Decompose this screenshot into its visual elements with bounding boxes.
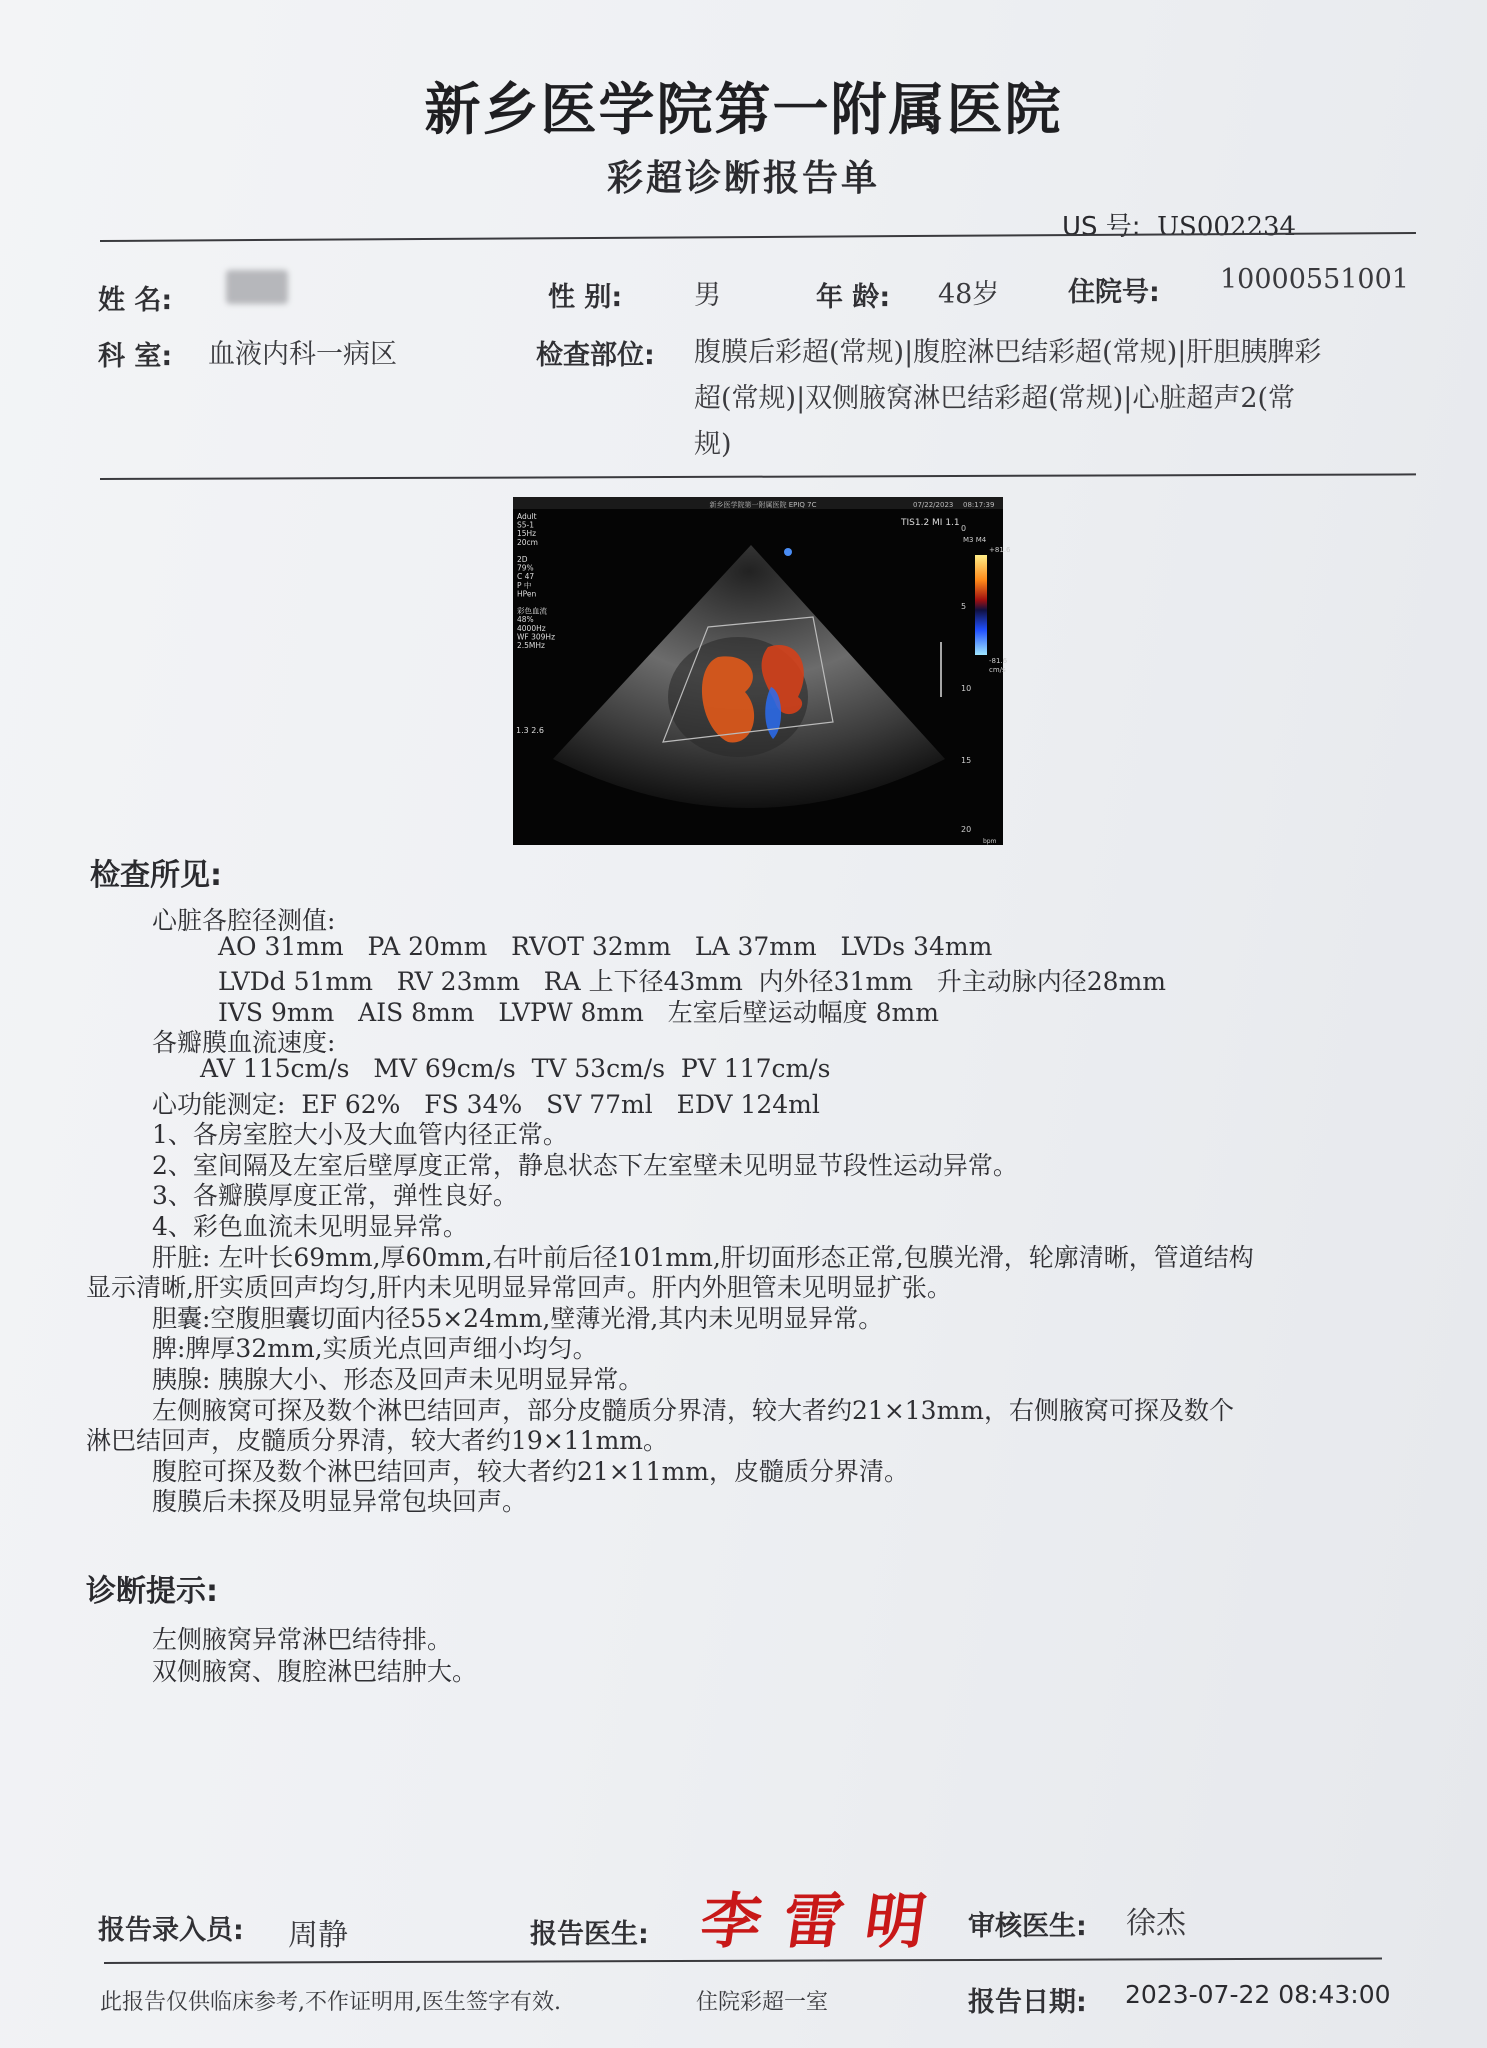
name-label: 姓 名: xyxy=(98,285,173,316)
depth-mark-0: 0 xyxy=(961,524,967,533)
diagnosis-line-2: 双侧腋窝、腹腔淋巴结肿大。 xyxy=(152,1657,478,1686)
scanner-param: C 47 xyxy=(517,572,535,582)
finding-line: 腹腔可探及数个淋巴结回声，较大者约21×11mm，皮髓质分界清。 xyxy=(152,1456,909,1486)
depth-mark-15: 15 xyxy=(961,756,972,765)
finding-line: AV 115cm/s MV 69cm/s TV 53cm/s PV 117cm/s xyxy=(200,1054,831,1083)
finding-line: 1、各房室腔大小及大血管内径正常。 xyxy=(152,1120,568,1150)
finding-line: LVDd 51mm RV 23mm RA 上下径43mm 内外径31mm 升主动脉内径28mm xyxy=(218,967,1166,997)
finding-line: 淋巴结回声，皮髓质分界清，较大者约19×11mm。 xyxy=(86,1426,668,1456)
scale-top-label: +81.6 xyxy=(989,546,1011,554)
us-time: 08:17:39 xyxy=(963,501,995,509)
diagnosis-line-1: 左侧腋窝异常淋巴结待排。 xyxy=(152,1625,453,1654)
exam-line-2: 超(常规)|双侧腋窝淋巴结彩超(常规)|心脏超声2(常 xyxy=(694,383,1296,414)
us-number-value: US002234 xyxy=(1157,212,1297,242)
recorder-label: 报告录入员: xyxy=(98,1915,244,1946)
redacted-name xyxy=(226,270,288,304)
scanner-parameters xyxy=(517,512,555,650)
header-bottom-rule xyxy=(100,473,1416,480)
finding-line: 胰腺: 胰腺大小、形态及回声未见明显异常。 xyxy=(152,1365,644,1394)
us-number-label: US 号: xyxy=(1062,212,1141,242)
us-number xyxy=(1062,206,1296,243)
hospital-name: 新乡医学院第一附属医院 xyxy=(424,78,1063,143)
us-bottom-left: 1.3 2.6 xyxy=(516,726,544,735)
dept-label: 科 室: xyxy=(98,341,173,372)
exam-line-1: 腹膜后彩超(常规)|腹腔淋巴结彩超(常规)|肝胆胰脾彩 xyxy=(694,337,1322,368)
report-title: 彩超诊断报告单 xyxy=(606,158,880,199)
exam-line-3: 规) xyxy=(694,429,732,460)
us-tis: TIS1.2 MI 1.1 xyxy=(901,518,960,528)
scanner-param: 20cm xyxy=(517,537,538,547)
finding-line: 腹膜后未探及明显异常包块回声。 xyxy=(152,1487,528,1517)
scanner-param: S5-1 xyxy=(517,520,535,530)
finding-line: 胆囊:空腹胆囊切面内径55×24mm,壁薄光滑,其内未见明显异常。 xyxy=(152,1303,884,1333)
depth-mark-5: 5 xyxy=(961,602,967,611)
finding-line: 左侧腋窝可探及数个淋巴结回声，部分皮髓质分界清，较大者约21×13mm，右侧腋窝可探及数个 xyxy=(152,1395,1234,1425)
scanner-param: 15Hz xyxy=(517,529,537,539)
finding-line: 2、室间隔及左室后壁厚度正常，静息状态下左室壁未见明显节段性运动异常。 xyxy=(152,1150,1018,1180)
doctor-signature: 李雷明 xyxy=(696,1887,953,1957)
finding-line: IVS 9mm AIS 8mm LVPW 8mm 左室后壁运动幅度 8mm xyxy=(218,997,939,1027)
depth-mark-20: 20 xyxy=(961,825,972,834)
scale-bottom-label: -81.6 xyxy=(989,657,1008,665)
us-bpm: bpm xyxy=(983,838,997,845)
finding-line: 各瓣膜血流速度: xyxy=(152,1028,336,1058)
depth-mark-10: 10 xyxy=(961,684,972,693)
finding-line: 心脏各腔径测值: xyxy=(152,906,336,935)
us-header-text: 新乡医学院第一附属医院 EPIQ 7C xyxy=(709,501,817,509)
disclaimer: 此报告仅供临床参考,不作证明用,医生签字有效. xyxy=(100,1990,561,2015)
recorder-name: 周静 xyxy=(288,1918,348,1953)
doctor-label: 报告医生: xyxy=(530,1919,649,1950)
gender-value: 男 xyxy=(694,280,721,311)
finding-line: AO 31mm PA 20mm RVOT 32mm LA 37mm LVDs 34mm xyxy=(218,931,993,961)
scanner-param: HPen xyxy=(517,589,537,599)
reviewer-name: 徐杰 xyxy=(1126,1906,1186,1941)
finding-line: 3、各瓣膜厚度正常，弹性良好。 xyxy=(152,1181,518,1211)
age-value: 48岁 xyxy=(938,279,1000,310)
admission-label: 住院号: xyxy=(1068,277,1160,308)
scanner-param: 2.5MHz xyxy=(517,641,545,650)
scanner-param: WF 309Hz xyxy=(517,632,556,642)
report-date: 2023-07-22 08:43:00 xyxy=(1125,1980,1391,2009)
room-name: 住院彩超一室 xyxy=(696,1990,829,2015)
diagnosis-title: 诊断提示: xyxy=(86,1574,218,1609)
dept-value: 血液内科一病区 xyxy=(208,339,397,370)
echo-scan xyxy=(513,497,1011,845)
us-m3m4: M3 M4 xyxy=(963,536,987,544)
finding-line: 心功能测定: EF 62% FS 34% SV 77ml EDV 124ml xyxy=(152,1089,820,1119)
finding-line: 脾:脾厚32mm,实质光点回声细小均匀。 xyxy=(152,1334,598,1364)
scanner-param: 48% xyxy=(517,615,534,625)
reviewer-label: 审核医生: xyxy=(968,1911,1087,1942)
scanner-param: 79% xyxy=(517,563,534,573)
age-label: 年 龄: xyxy=(816,282,891,313)
scanner-param: 4000Hz xyxy=(517,623,546,633)
finding-line: 4、彩色血流未见明显异常。 xyxy=(152,1212,468,1241)
finding-line: 肝脏: 左叶长69mm,厚60mm,右叶前后径101mm,肝切面形态正常,包膜光滑，轮廓清晰，管道结构 xyxy=(152,1242,1254,1272)
report-date-label: 报告日期: xyxy=(968,1987,1087,2018)
finding-line: 显示清晰,肝实质回声均匀,肝内未见明显异常回声。肝内外胆管未见明显扩张。 xyxy=(86,1273,952,1303)
ultrasound-image xyxy=(513,497,1011,845)
scanner-param: 2D xyxy=(517,555,528,564)
gender-label: 性 别: xyxy=(548,282,623,313)
scale-unit-label: cm/s xyxy=(989,666,1006,674)
scanner-param: 彩色血流 xyxy=(517,606,547,616)
exam-label: 检查部位: xyxy=(536,340,655,371)
color-scale-bar xyxy=(975,555,987,655)
findings-title: 检查所见: xyxy=(90,858,222,893)
scanner-param: Adult xyxy=(517,512,537,521)
us-date: 07/22/2023 xyxy=(913,501,954,509)
scanner-param: P 中 xyxy=(517,580,532,590)
admission-number: 10000551001 xyxy=(1220,264,1409,295)
